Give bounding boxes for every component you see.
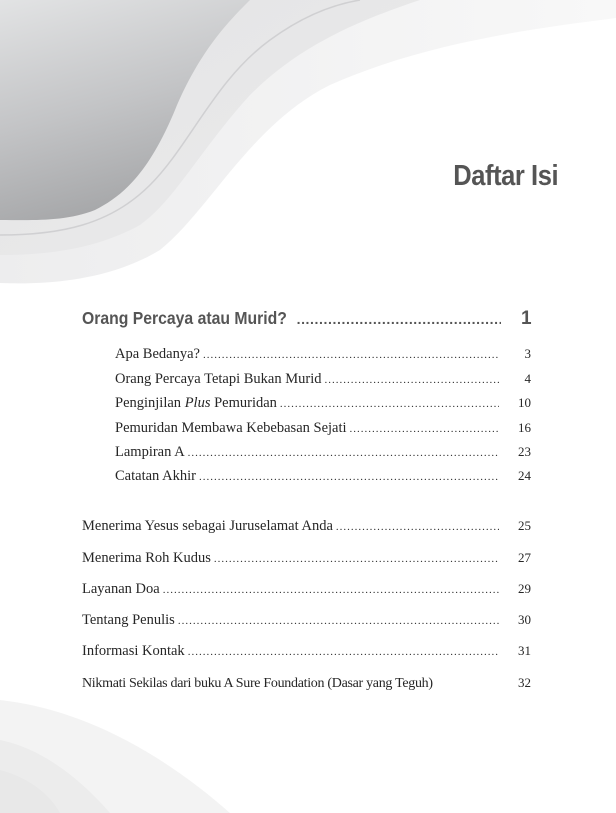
toc-entry-label: Catatan Akhir xyxy=(115,468,196,484)
toc-entry-label: Menerima Yesus sebagai Juruselamat Anda xyxy=(82,518,333,534)
toc-appendix-entry[interactable] xyxy=(82,675,531,692)
dot-leader xyxy=(297,311,501,327)
dot-leader xyxy=(163,584,499,596)
toc-appendix-entry[interactable] xyxy=(82,550,531,567)
toc-section-entry[interactable] xyxy=(115,371,531,388)
dot-leader xyxy=(336,521,499,533)
toc-page-number: 1 xyxy=(521,308,532,329)
dot-leader xyxy=(203,349,499,361)
dot-leader xyxy=(325,374,500,386)
toc-entry-label xyxy=(115,395,277,412)
dot-leader xyxy=(199,471,499,483)
toc-page-number: 24 xyxy=(518,468,531,483)
toc-chapter-entry[interactable] xyxy=(82,308,531,330)
toc-appendix-entry[interactable] xyxy=(82,581,531,598)
toc-section-entry[interactable] xyxy=(115,468,531,485)
toc-entry-label: Layanan Doa xyxy=(82,581,160,597)
toc-entry-label: Informasi Kontak xyxy=(82,643,185,659)
toc-entry-label: Apa Bedanya? xyxy=(115,346,200,362)
dot-leader xyxy=(188,646,499,658)
toc-section-entry[interactable] xyxy=(115,444,531,461)
toc-page-number: 25 xyxy=(518,518,531,533)
dot-leader xyxy=(178,615,499,627)
toc-page-number: 27 xyxy=(518,550,531,565)
dot-leader xyxy=(188,447,499,459)
label-emphasis: Plus xyxy=(184,395,211,411)
toc-page-number: 29 xyxy=(518,581,531,596)
label-part: Penginjilan xyxy=(115,395,185,411)
toc-appendix-entry[interactable] xyxy=(82,518,531,535)
toc-section-entry[interactable] xyxy=(115,420,531,437)
page-title: Daftar Isi xyxy=(453,160,558,192)
toc-page-number: 31 xyxy=(518,643,531,658)
toc-page-number: 4 xyxy=(524,371,531,386)
dot-leader xyxy=(280,398,499,410)
toc-section-entry[interactable] xyxy=(115,395,531,412)
toc-entry-label: Orang Percaya atau Murid? xyxy=(82,308,287,328)
toc-appendix-entry[interactable] xyxy=(82,612,531,629)
toc-page-number: 23 xyxy=(518,444,531,459)
toc-appendix-entry[interactable] xyxy=(82,643,531,660)
toc-entry-label: Pemuridan Membawa Kebebasan Sejati xyxy=(115,420,347,436)
toc-entry-label: Nikmati Sekilas dari buku A Sure Foundation (Dasar yang Teguh) xyxy=(82,676,433,691)
toc-page-number: 32 xyxy=(518,675,531,690)
toc-entry-label: Orang Percaya Tetapi Bukan Murid xyxy=(115,371,322,387)
toc-page-number: 16 xyxy=(518,420,531,435)
toc-page-number: 3 xyxy=(524,346,531,361)
toc-section-entry[interactable] xyxy=(115,346,531,363)
toc-entry-label: Menerima Roh Kudus xyxy=(82,550,211,566)
toc-page-number: 30 xyxy=(518,612,531,627)
dot-leader xyxy=(214,553,499,565)
label-part: Pemuridan xyxy=(210,395,277,411)
dot-leader xyxy=(350,423,499,435)
toc-page-number: 10 xyxy=(518,395,531,410)
toc-entry-label: Tentang Penulis xyxy=(82,612,175,628)
toc-entry-label: Lampiran A xyxy=(115,444,185,460)
